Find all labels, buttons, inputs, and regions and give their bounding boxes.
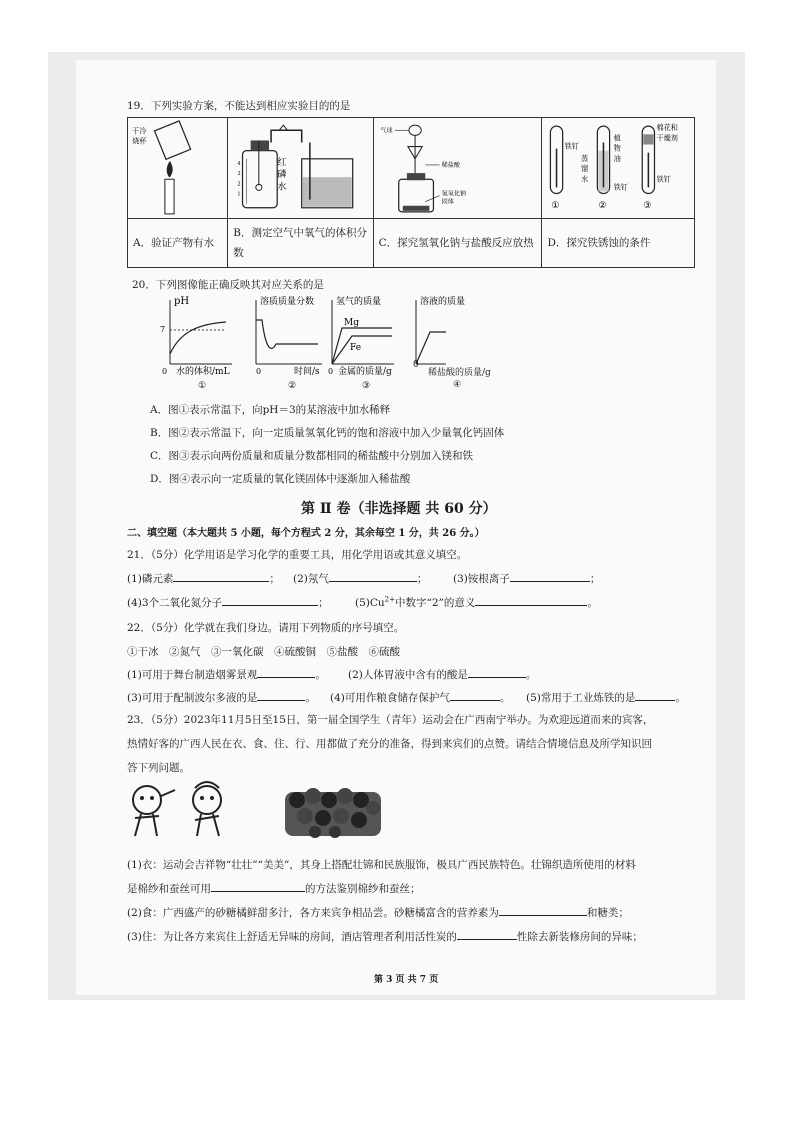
- svg-text:③: ③: [362, 381, 371, 391]
- q21-row-2: (4)3个二氧化氮分子 ；: [127, 597, 329, 609]
- q22-row-1b: (2)人体胃液中含有的酸是 。: [348, 669, 537, 681]
- page-footer: 第 3 页 共 7 页: [374, 975, 439, 985]
- q19-figure-b: [228, 118, 373, 219]
- svg-text:红: 红: [277, 156, 287, 168]
- q19-figure-a: [128, 118, 228, 219]
- svg-text:铁钉: 铁钉: [657, 174, 672, 184]
- svg-text:铁钉: 铁钉: [614, 182, 629, 192]
- solid-fill: [402, 206, 429, 211]
- q22-item-5: (5)常用于工业炼铁的是: [526, 692, 636, 704]
- q21-item-2: (2)氖气: [293, 573, 329, 585]
- q21-blank-5[interactable]: [475, 595, 587, 606]
- svg-text:磷: 磷: [277, 169, 287, 181]
- fig-a-label-1: 干冷: [132, 126, 147, 136]
- svg-text:蒸: 蒸: [581, 153, 589, 163]
- q21-blank-2[interactable]: [329, 571, 417, 582]
- q23-item-1c: 的方法鉴别棉纱和蚕丝；: [305, 883, 421, 895]
- glass-tube-icon: [271, 130, 302, 142]
- svg-text:棉花和: 棉花和: [657, 123, 679, 133]
- q19-stem: 19．下列实验方案，不能达到相应实验目的的是: [127, 100, 351, 112]
- fig-a-label-2: 烧杯: [132, 136, 147, 146]
- svg-text:0: 0: [328, 367, 334, 376]
- q19-figure-d: [542, 118, 695, 219]
- svg-text:水: 水: [277, 181, 287, 193]
- q23-item-2a: (2)食：广西盛产的砂糖橘鲜甜多汁，各方来宾争相品尝。砂糖橘富含的营养素为: [127, 907, 499, 919]
- svg-text:金属的质量/g: 金属的质量/g: [338, 367, 392, 377]
- svg-text:②: ②: [598, 199, 608, 211]
- q20-stem: 20．下列图像能正确反映其对应关系的是: [132, 279, 324, 291]
- svg-text:Fe: Fe: [350, 343, 362, 353]
- graph-1-curve: [170, 322, 226, 354]
- graph-4-origin: 0: [413, 360, 419, 370]
- q22-blank-1[interactable]: [257, 667, 315, 678]
- svg-text:溶质质量分数: 溶质质量分数: [260, 297, 315, 307]
- figure-d-svg: [542, 118, 694, 218]
- svg-text:物: 物: [614, 143, 622, 153]
- balloon-icon: [409, 125, 421, 135]
- graph-3: [328, 295, 394, 391]
- q21-item-5b: 中数字“2”的意义: [395, 597, 476, 609]
- graph-1: [160, 296, 232, 391]
- q19-options-table: [127, 117, 695, 268]
- q20-option-d: D．图④表示向一定质量的氧化镁固体中逐渐加入稀盐酸: [150, 473, 411, 485]
- q21-item-3: (3)铵根离子: [453, 573, 510, 585]
- q21-blank-1[interactable]: [173, 571, 269, 582]
- q19-option-d: D．探究铁锈蚀的条件: [542, 219, 695, 268]
- q20-option-b: B．图②表示常温下，向一定质量氢氧化钙的饱和溶液中加入少量氧化钙固体: [150, 427, 505, 439]
- q21-blank-4[interactable]: [222, 595, 318, 606]
- svg-text:铁钉: 铁钉: [565, 141, 580, 151]
- q21-item-4: (4)3个二氧化氮分子: [127, 597, 223, 609]
- svg-text:氢气的质量: 氢气的质量: [336, 297, 382, 307]
- q23-row-2: [127, 905, 629, 920]
- graph-3-mg-line: [332, 328, 392, 364]
- q23-item-3a: (3)住：为让各方来宾住上舒适无异味的房间，酒店管理者利用活性炭的: [127, 931, 457, 943]
- q21-row-2b: $(5)Cu^{2+}$中数字“2”的意义 。: [355, 595, 598, 609]
- svg-text:0: 0: [162, 367, 168, 376]
- q23-item-1a: (1)衣：运动会吉祥物“壮壮”“美美”，其身上搭配壮锦和民族服饰，极具广西民族特色。壮锦织造所使用的材料: [127, 859, 636, 871]
- sugar-oranges-basket-icon: [285, 788, 381, 838]
- q22-item-1: (1)可用于舞台制造烟雾景观: [127, 669, 258, 681]
- q23-row-1b: [127, 881, 421, 896]
- mascot-meimei-icon: [193, 782, 221, 836]
- candle-icon: [165, 179, 174, 214]
- stopper-icon: [251, 140, 269, 150]
- q21-row-1c: (3)铵根离子 ；: [453, 573, 601, 585]
- graph-4-curve: [416, 332, 446, 364]
- graph-3-fe-line: [332, 336, 392, 364]
- svg-text:干燥剂: 干燥剂: [657, 133, 679, 143]
- q23-item-2b: 和糖类；: [586, 907, 629, 919]
- q21-item-5-sup: 2+: [384, 595, 395, 604]
- svg-text:馏: 馏: [581, 164, 589, 174]
- svg-text:固体: 固体: [441, 198, 454, 206]
- inverted-beaker-icon: [155, 121, 191, 159]
- svg-text:pH: pH: [174, 296, 190, 307]
- q23-blank-2[interactable]: [499, 905, 587, 916]
- svg-text:7: 7: [160, 325, 166, 334]
- svg-text:Mg: Mg: [344, 318, 359, 328]
- q21-item-1: (1)磷元素: [127, 573, 174, 585]
- q22-row-2b: (4)可用作粮食储存保护气 。: [330, 692, 511, 704]
- flame-icon: [167, 161, 173, 177]
- q22-item-4: (4)可用作粮食储存保护气: [330, 692, 450, 704]
- svg-text:②: ②: [288, 381, 297, 391]
- figure-a-svg: [128, 118, 227, 218]
- svg-text:油: 油: [614, 153, 622, 163]
- q21-item-5a: (5)Cu: [355, 597, 385, 609]
- svg-text:氢氧化钠: 氢氧化钠: [441, 190, 466, 198]
- q23-blank-1[interactable]: [211, 881, 305, 892]
- q23-line-2: 热情好客的广西人民在衣、食、住、行、用都做了充分的准备，得到来宾们的点赞。请结合情境信息及所学知识回: [127, 738, 652, 750]
- svg-text:时间/s: 时间/s: [294, 367, 320, 377]
- figure-b-svg: [228, 118, 372, 218]
- q21-blank-3[interactable]: [510, 571, 590, 582]
- gas-bottle-icon: [243, 151, 278, 208]
- graph-4-num: ④: [453, 380, 462, 390]
- graph-4-xlabel: 稀盐酸的质量/g: [428, 368, 491, 378]
- q22-item-2: (2)人体胃液中含有的酸是: [348, 669, 468, 681]
- q22-blank-4[interactable]: [450, 690, 500, 701]
- svg-text:2: 2: [237, 181, 241, 188]
- q22-blank-3[interactable]: [257, 690, 305, 701]
- svg-text:水的体积/mL: 水的体积/mL: [176, 367, 230, 377]
- svg-text:溶液的质量: 溶液的质量: [420, 297, 466, 307]
- q19-option-c: C．探究氢氧化钠与盐酸反应放热: [373, 219, 542, 268]
- q21-row-1b: (2)氖气 ；: [293, 573, 428, 585]
- figure-c-svg: [374, 118, 542, 218]
- q22-blank-2[interactable]: [468, 667, 526, 678]
- graph-2-curve: [256, 320, 318, 348]
- svg-text:植: 植: [614, 133, 622, 143]
- q22-choices: ①干冰 ②氮气 ③一氧化碳 ④硫酸铜 ⑤盐酸 ⑥硫酸: [127, 646, 400, 658]
- q23-line-1: 23．（5分）2023年11月5日至15日，第一届全国学生（青年）运动会在广西南宁举办。为欢迎远道而来的宾客，: [127, 714, 654, 726]
- svg-text:水: 水: [581, 174, 589, 184]
- part-2-title: 二、填空题: [127, 528, 177, 539]
- q23-item-1b: 是棉纱和蚕丝可用: [127, 883, 211, 895]
- svg-text:气球: 气球: [380, 127, 393, 135]
- q20-option-c: C．图③表示向两份质量和质量分数都相同的稀盐酸中分别加入镁和铁: [150, 450, 474, 462]
- q22-row-2: (3)可用于配制波尔多液的是 。: [127, 692, 316, 704]
- q23-illustrations: [125, 778, 385, 844]
- q19-figure-c: [373, 118, 542, 219]
- q21-stem: 21．（5分）化学用语是学习化学的重要工具，用化学用语或其意义填空。: [127, 549, 468, 561]
- svg-text:4: 4: [237, 160, 241, 167]
- svg-text:1: 1: [237, 191, 241, 198]
- svg-text:①: ①: [551, 199, 561, 211]
- svg-text:①: ①: [198, 381, 207, 391]
- q22-row-1: (1)可用于舞台制造烟雾景观 。: [127, 669, 326, 681]
- section-2-title: 第 Ⅱ 卷（非选择题 共 60 分）: [301, 501, 497, 517]
- svg-text:3: 3: [237, 171, 241, 178]
- mascot-zhuangzhuang-icon: [133, 786, 175, 836]
- graph-2: [256, 295, 322, 391]
- q22-blank-5[interactable]: [635, 690, 675, 701]
- q23-line-3: 答下列问题。: [127, 762, 190, 774]
- q23-item-3b: 性除去新装修房间的异味；: [516, 931, 643, 943]
- q19-option-a: A．验证产物有水: [128, 219, 228, 268]
- svg-text:③: ③: [643, 199, 652, 211]
- q21-row-1: (1)磷元素 ；: [127, 573, 280, 585]
- q23-row-3: [127, 929, 643, 944]
- q19-option-b: B．测定空气中氧气的体积分数: [228, 219, 373, 268]
- q23-blank-3[interactable]: [457, 929, 517, 940]
- svg-text:0: 0: [256, 367, 262, 376]
- part-2-heading: [127, 524, 485, 539]
- q22-item-3: (3)可用于配制波尔多液的是: [127, 692, 258, 704]
- q22-row-2c: (5)常用于工业炼铁的是 。: [526, 692, 686, 704]
- q22-stem: 22．（5分）化学就在我们身边。请用下列物质的序号填空。: [127, 622, 405, 634]
- q20-option-a: A．图①表示常温下，向pH＝3的某溶液中加水稀释: [150, 404, 391, 416]
- part-2-desc: （本大题共 5 小题，每个方程式 2 分，其余每空 1 分，共 26 分。）: [177, 528, 485, 539]
- svg-text:稀盐酸: 稀盐酸: [441, 161, 460, 169]
